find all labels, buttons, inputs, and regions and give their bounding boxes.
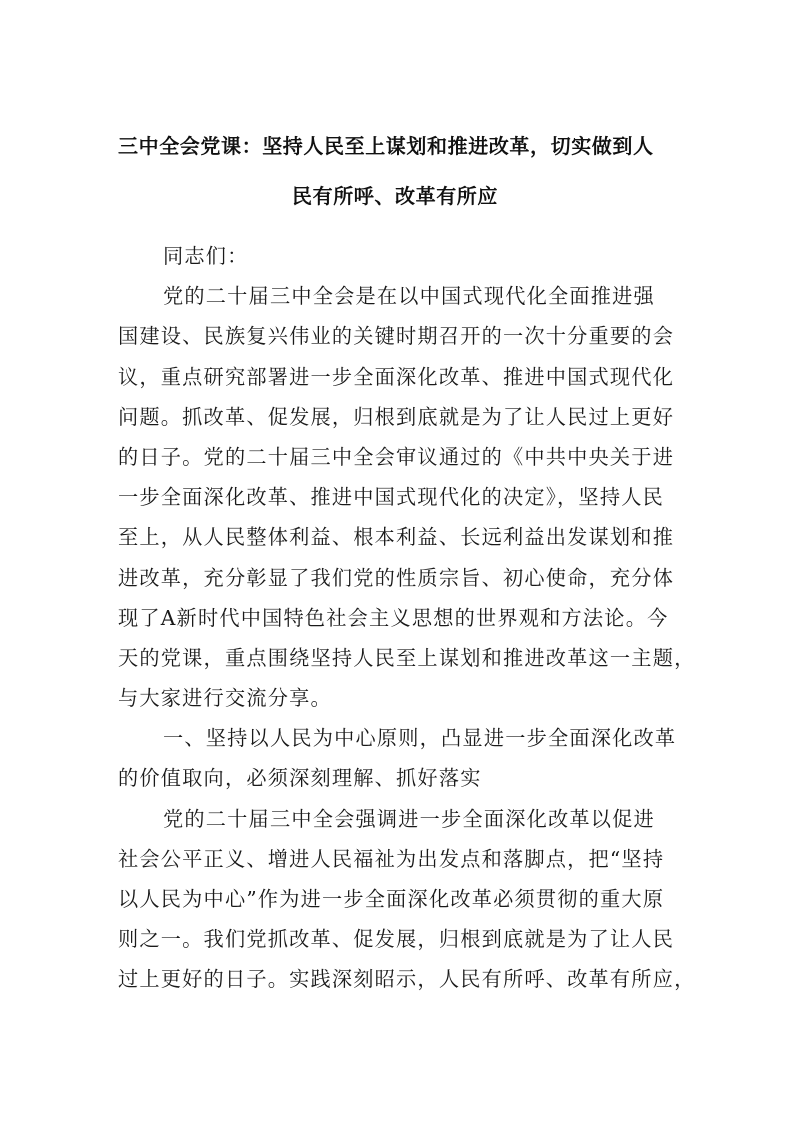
body-line: 同志们： (163, 244, 249, 268)
body-line: 一、坚持以人民为中心原则，凸显进一步全面深化改革 (163, 726, 677, 751)
body-line: 党的二十届三中全会是在以中国式现代化全面推进强 (163, 284, 655, 309)
body-line: 一步全面深化改革、推进中国式现代化的决定》，坚持人民 (118, 485, 664, 510)
body-line: 进改革，充分彰显了我们党的性质宗旨、初心使命，充分体 (118, 565, 675, 590)
body-line: 议，重点研究部署进一步全面深化改革、推进中国式现代化 (118, 364, 675, 389)
body-line: 问题。抓改革、促发展，归根到底就是为了让人民过上更好 (118, 404, 675, 429)
body-line: 则之一。我们党抓改革、促发展，归根到底就是为了让人民 (118, 927, 675, 952)
document-title-line-1: 三中全会党课：坚持人民至上谋划和推进改革，切实做到人 (118, 134, 654, 158)
body-line: 现了A新时代中国特色社会主义思想的世界观和方法论。今 (118, 605, 669, 630)
body-line: 的价值取向，必须深刻理解、抓好落实 (118, 766, 482, 791)
body-line: 的日子。党的二十届三中全会审议通过的《中共中央关于进 (118, 444, 675, 469)
body-line: 与大家进行交流分享。 (118, 686, 332, 711)
body-line: 至上，从人民整体利益、根本利益、长远利益出发谋划和推 (118, 525, 675, 550)
body-line: 天的党课，重点围绕坚持人民至上谋划和推进改革这一主题， (118, 645, 696, 670)
body-line: 过上更好的日子。实践深刻昭示，人民有所呼、改革有所应， (118, 967, 696, 992)
body-line: 党的二十届三中全会强调进一步全面深化改革以促进 (163, 806, 655, 831)
body-line: 以人民为中心”作为进一步全面深化改革必须贯彻的重大原 (118, 887, 665, 911)
document-body (118, 236, 696, 1000)
document-title-line-2: 民有所呼、改革有所应 (292, 184, 498, 208)
body-line: 社会公平正义、增进人民福祉为出发点和落脚点，把“坚持 (118, 846, 665, 871)
body-line: 国建设、民族复兴伟业的关键时期召开的一次十分重要的会 (118, 324, 675, 349)
